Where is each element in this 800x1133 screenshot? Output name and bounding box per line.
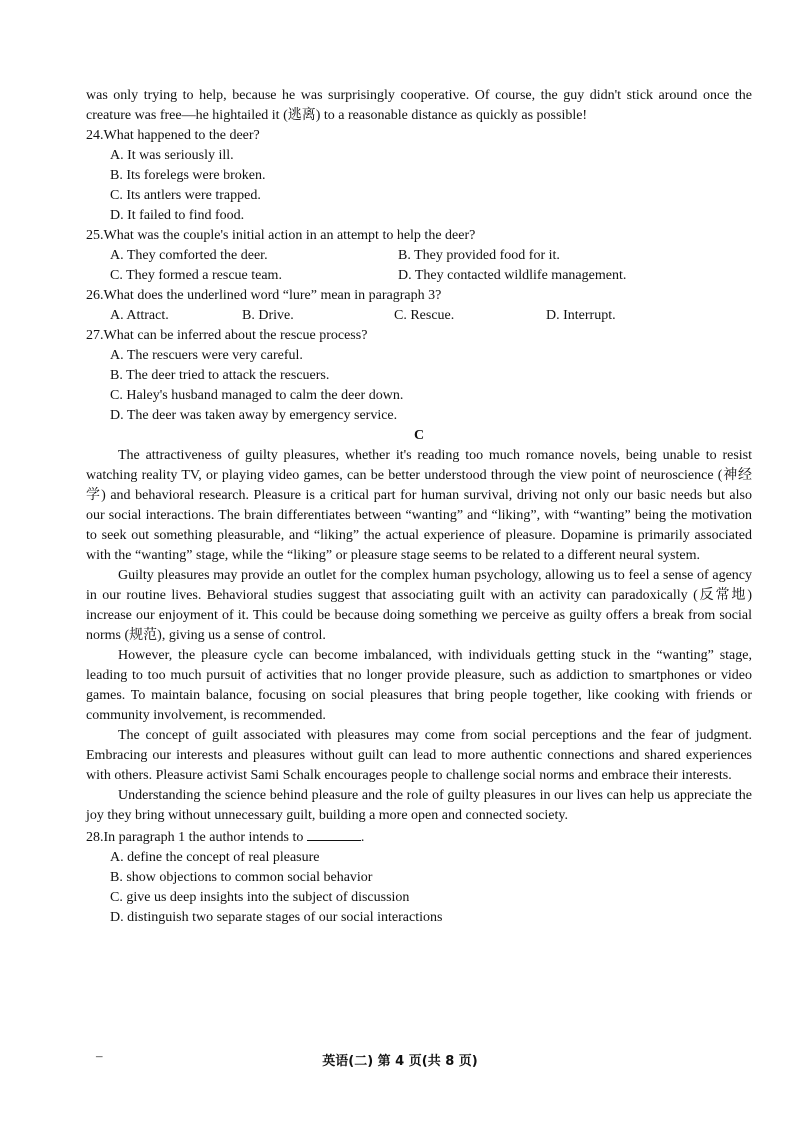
- options-row: [110, 306, 752, 326]
- option-a: A. It was seriously ill.: [110, 148, 234, 163]
- option-a: A. Attract.: [110, 308, 169, 323]
- option-c: C. Rescue.: [394, 308, 455, 323]
- question-text: In paragraph 1 the author intends to: [103, 830, 304, 845]
- question-number: 25.: [86, 228, 104, 243]
- option-c: C. They formed a rescue team.: [110, 268, 282, 283]
- question-number: 28.: [86, 830, 104, 845]
- option-b: B. They provided food for it.: [398, 248, 560, 263]
- option-d: D. Interrupt.: [546, 308, 616, 323]
- option-d: D. It failed to find food.: [110, 208, 245, 223]
- question-25: [86, 226, 752, 286]
- answer-blank: [307, 826, 361, 841]
- intro-paragraph: was only trying to help, because he was surprisingly cooperative. Of course, the guy didn't stick around once the creature was free—he hightailed it (逃离) to a reasonable distance as quickly as possible!: [86, 88, 752, 123]
- option-b: B. The deer tried to attack the rescuers.: [110, 368, 330, 383]
- option-a: A. They comforted the deer.: [110, 248, 268, 263]
- passage-paragraph-3: However, the pleasure cycle can become imbalanced, with individuals getting stuck in the “wanting” stage, leading to too much pursuit of activities that no longer provide pleasure, such as addiction to smartphones or video games. To maintain balance, focusing on social pleasures that bring people together, like cooking with friends or community involvement, is recommended.: [86, 648, 752, 723]
- question-28: [86, 826, 752, 928]
- question-number: 26.: [86, 288, 104, 303]
- question-24: [86, 126, 752, 226]
- section-heading: C: [413, 428, 425, 443]
- options-grid: [110, 246, 752, 286]
- option-c: C. Its antlers were trapped.: [110, 188, 261, 203]
- question-text: What can be inferred about the rescue process?: [103, 328, 368, 343]
- passage-paragraph-2: Guilty pleasures may provide an outlet for the complex human psychology, allowing us to feel a sense of agency in our routine lives. Behavioral studies suggest that associating guilt with an activity can paradoxically (反常地) increase our enjoyment of it. This could be because doing something we perceive as guilty offers a break from social norms (规范), giving us a sense of control.: [86, 568, 752, 643]
- question-text: What was the couple's initial action in an attempt to help the deer?: [103, 228, 476, 243]
- question-26: [86, 286, 752, 326]
- option-b: B. Its forelegs were broken.: [110, 168, 266, 183]
- question-number: 24.: [86, 128, 104, 143]
- option-c: C. give us deep insights into the subject of discussion: [110, 890, 410, 905]
- option-a: A. define the concept of real pleasure: [110, 850, 320, 865]
- option-d: D. distinguish two separate stages of our social interactions: [110, 910, 443, 925]
- question-text-after: mean in paragraph 3?: [316, 288, 442, 303]
- option-d: D. They contacted wildlife management.: [398, 268, 627, 283]
- page-content: [86, 86, 752, 928]
- option-a: A. The rescuers were very careful.: [110, 348, 303, 363]
- option-b: B. show objections to common social behavior: [110, 870, 373, 885]
- footer-dash: –: [96, 1048, 103, 1063]
- question-number: 27.: [86, 328, 104, 343]
- question-text-before: What does the underlined word: [103, 288, 283, 303]
- question-27: [86, 326, 752, 426]
- option-d: D. The deer was taken away by emergency service.: [110, 408, 398, 423]
- underlined-word: “lure”: [282, 288, 317, 303]
- option-c: C. Haley's husband managed to calm the deer down.: [110, 388, 404, 403]
- passage-paragraph-5: Understanding the science behind pleasure and the role of guilty pleasures in our lives can help us appreciate the joy they bring without unnecessary guilt, building a more open and connected society.: [86, 788, 752, 823]
- question-end: .: [360, 830, 365, 845]
- page-footer: 英语(二) 第 4 页(共 8 页): [322, 1054, 478, 1069]
- passage-paragraph-1: The attractiveness of guilty pleasures, whether it's reading too much romance novels, being unable to resist watching reality TV, or playing video games, can be better understood through the view point of neuroscience (神经学) and behavioral research. Pleasure is a critical part for human survival, driving not only our basic needs but also our social interactions. The brain differentiates between “wanting” and “liking”, with “wanting” being the motivation to seek out something pleasurable, and “liking” the actual experience of pleasure. Dopamine is primarily associated with the “wanting” stage, while the “liking” or pleasure stage seems to be related to a different neural system.: [86, 448, 752, 563]
- option-b: B. Drive.: [242, 308, 294, 323]
- question-text: What happened to the deer?: [103, 128, 260, 143]
- passage-paragraph-4: The concept of guilt associated with pleasures may come from social perceptions and the fear of judgment. Embracing our interests and pleasures without guilt can lead to more authentic connections and shared experiences with others. Pleasure activist Sami Schalk encourages people to challenge social norms and embrace their interests.: [86, 728, 752, 783]
